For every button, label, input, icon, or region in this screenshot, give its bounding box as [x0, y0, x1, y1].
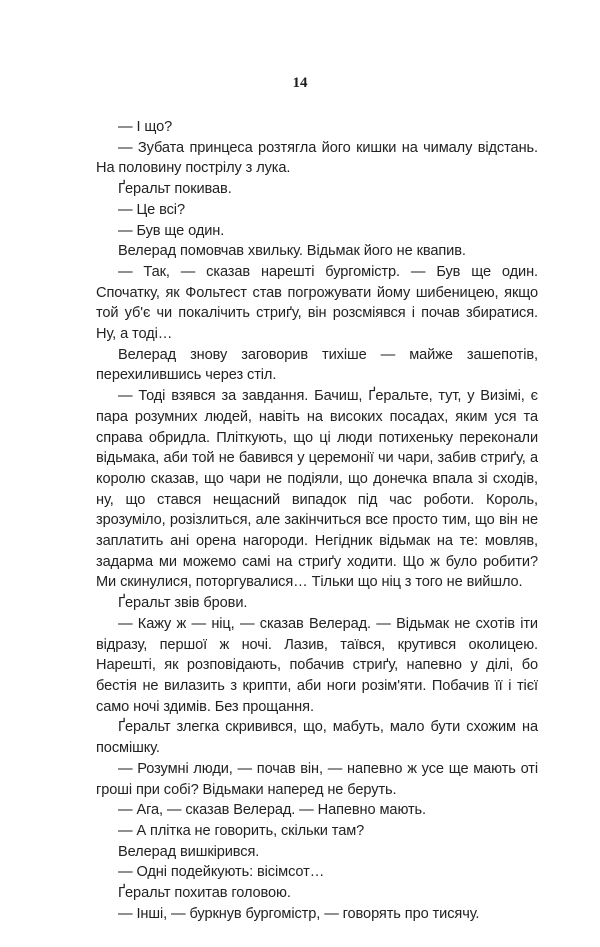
paragraph: — Інші, — буркнув бургомістр, — говорять про тисячу.	[118, 905, 480, 922]
text-body	[96, 117, 538, 924]
paragraph: — Одні подейкують: вісімсот…	[118, 864, 325, 881]
paragraph: Велерад помовчав хвильку. Відьмак його не квапив.	[118, 243, 466, 260]
paragraph: — Зубата принцеса розтягла його кишки на чималу відстань. На половину пострілу з лука.	[96, 139, 538, 177]
paragraph: — Був ще один.	[118, 222, 225, 239]
paragraph: Ґеральт покивав.	[118, 181, 232, 198]
paragraph: Велерад знову заговорив тихіше — майже зашепотів, перехилившись через стіл.	[96, 346, 538, 384]
paragraph: Ґеральт звів брови.	[118, 595, 248, 612]
paragraph: Ґеральт похитав головою.	[118, 885, 291, 902]
paragraph: — Розумні люди, — почав він, — напевно ж усе ще мають оті гроші при собі? Відьмаки наперед не беруть.	[96, 760, 538, 798]
paragraph: Ґеральт злегка скривився, що, мабуть, мало бути схожим на посмішку.	[96, 719, 538, 757]
paragraph: — Ага, — сказав Велерад. — Напевно мають.	[118, 802, 427, 819]
paragraph: — Кажу ж — ніц, — сказав Велерад. — Відьмак не схотів іти відразу, першої ж ночі. Лазив, таївся, крутився околицею. Нарешті, як розповідають, побачив стриґу, напевно у ділі, бо бестія не вилазить з крипти, аби ноги розім'яти. Побачив її і тієї само ночі здимів. Без прощання.	[96, 615, 538, 715]
paragraph: — А плітка не говорить, скільки там?	[118, 822, 365, 839]
paragraph: Велерад вишкірився.	[118, 843, 260, 860]
paragraph: — Так, — сказав нарешті бургомістр. — Був ще один. Спочатку, як Фольтест став погрожувати йому шибеницею, якщо той уб'є чи покалічить стриґу, він розсміявся і почав збиратися. Ну, а тоді…	[96, 263, 538, 343]
paragraph: — Тоді взявся за завдання. Бачиш, Ґеральте, тут, у Визімі, є пара розумних людей, навіть на високих посадах, яким уся та справа обридла. Пліткують, що ці люди потихеньку переконали відьмака, аби той не бавився у церемонії чи чари, забив стриґу, а королю сказав, що чари не подіяли, що донечка впала зі сходів, ну, що стався нещасний випадок під час роботи. Король, зрозуміло, розізлиться, але закінчиться все просто тим, що він не заплатить ані орена нагороди. Негідник відьмак на те: мовляв, задарма ми можемо самі на стриґу ходити. Що ж було робити? Ми скинулися, поторгувалися… Тільки що ніц з того не вийшло.	[96, 388, 538, 591]
paragraph: — Це всі?	[118, 201, 185, 218]
paragraph: — І що?	[118, 119, 173, 135]
page-number: 14	[292, 75, 308, 91]
